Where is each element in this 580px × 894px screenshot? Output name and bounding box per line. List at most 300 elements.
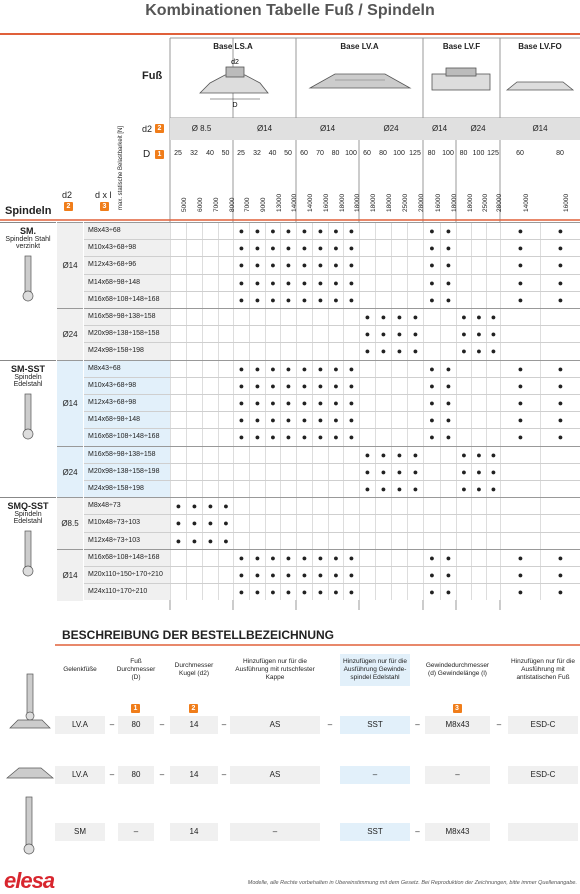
- matrix-cell: [540, 343, 580, 359]
- section-name: SM-SST: [10, 363, 45, 374]
- table-row: [84, 274, 580, 291]
- matrix-cell: [312, 464, 328, 480]
- matrix-cell: [391, 395, 407, 411]
- matrix-cell: [471, 515, 486, 531]
- row-label: M24x98÷158÷198: [88, 347, 144, 355]
- matrix-cell: ●: [407, 326, 423, 342]
- matrix-cell: ●: [440, 567, 456, 583]
- matrix-cell: ●: [375, 309, 391, 325]
- matrix-cell: [186, 412, 202, 428]
- matrix-cell: [233, 481, 249, 497]
- matrix-cell: [312, 481, 328, 497]
- matrix-cell: [265, 343, 280, 359]
- matrix-cell: [359, 275, 375, 291]
- matrix-cell: [359, 567, 375, 583]
- matrix-cell: [391, 550, 407, 566]
- matrix-cell: [296, 533, 312, 549]
- matrix-cell: [440, 533, 456, 549]
- D-value: 100: [345, 150, 357, 157]
- matrix-cell: [265, 515, 280, 531]
- matrix-cell: ●: [312, 257, 328, 273]
- matrix-cell: ●: [265, 257, 280, 273]
- matrix-cell: [202, 429, 218, 445]
- matrix-cell: ●: [328, 412, 343, 428]
- load-value: 18000: [451, 193, 458, 212]
- matrix-cell: ●: [440, 429, 456, 445]
- matrix-cell: [359, 515, 375, 531]
- row-label: M8x43÷68: [88, 364, 121, 372]
- order-cell: [508, 823, 578, 841]
- matrix-cell: ●: [280, 378, 296, 394]
- matrix-cell: [391, 292, 407, 308]
- table-row: [84, 411, 580, 428]
- matrix-cell: [328, 515, 343, 531]
- section-label: [0, 497, 56, 601]
- matrix-cell: [407, 361, 423, 377]
- matrix-cell: ●: [233, 223, 249, 239]
- badge-3: 3: [100, 202, 109, 211]
- matrix-cell: ●: [328, 584, 343, 600]
- matrix-cell: [265, 447, 280, 463]
- matrix-cell: [312, 533, 328, 549]
- load-label: max. statische Belastbarkeit [N]: [118, 125, 124, 210]
- load-value: 18000: [338, 193, 346, 212]
- matrix-cell: [328, 447, 343, 463]
- matrix-cell: ●: [233, 412, 249, 428]
- matrix-cell: [249, 498, 265, 514]
- badge-2: 2: [155, 124, 164, 133]
- row-label: M8x48÷73: [88, 502, 121, 510]
- spindle-image: [8, 254, 48, 304]
- matrix-cell: ●: [440, 378, 456, 394]
- matrix-cell: ●: [440, 550, 456, 566]
- row-label: M16x68÷108÷148÷168: [88, 295, 160, 303]
- matrix-cell: [359, 240, 375, 256]
- d2-val-6: Ø14: [532, 124, 548, 133]
- matrix-cell: ●: [265, 395, 280, 411]
- matrix-cell: [233, 326, 249, 342]
- footer-note: Modelle, alle Rechte vorbehalten in Übereinstimmung mit dem Gesetz. Bei Reproduktion der Zeichnungen, bitte immer Quellenangabe.: [247, 880, 577, 886]
- matrix-cell: [407, 275, 423, 291]
- matrix-cell: [456, 257, 471, 273]
- order-cell: [410, 766, 425, 784]
- combination-table: [0, 222, 580, 610]
- matrix-cell: ●: [233, 292, 249, 308]
- matrix-cell: [391, 515, 407, 531]
- matrix-cell: ●: [296, 412, 312, 428]
- matrix-cell: [202, 326, 218, 342]
- matrix-cell: [343, 343, 359, 359]
- matrix-cell: [500, 515, 540, 531]
- D-value: 25: [237, 150, 245, 157]
- D-value: 50: [221, 150, 230, 157]
- matrix-cell: [359, 378, 375, 394]
- matrix-cell: ●: [456, 481, 471, 497]
- matrix-cell: [233, 533, 249, 549]
- spindle-image: [8, 529, 48, 579]
- matrix-cell: [296, 447, 312, 463]
- matrix-cell: [456, 515, 471, 531]
- matrix-cell: ●: [440, 395, 456, 411]
- order-cell: SM: [55, 823, 105, 841]
- matrix-cell: ●: [328, 550, 343, 566]
- order-column-head: Hinzufügen nur für die Ausführung mit rutschfester Kappe: [230, 654, 320, 686]
- load-value: 9000: [260, 197, 267, 212]
- section-desc: Edelstahl: [13, 518, 43, 526]
- order-cell: LV.A: [55, 716, 105, 734]
- matrix-cell: [202, 395, 218, 411]
- matrix-cell: [440, 498, 456, 514]
- matrix-cell: ●: [280, 361, 296, 377]
- matrix-cell: [280, 498, 296, 514]
- D-value: 125: [487, 150, 499, 157]
- matrix-cell: ●: [343, 550, 359, 566]
- matrix-cell: ●: [328, 378, 343, 394]
- matrix-cell: [456, 584, 471, 600]
- matrix-cell: ●: [296, 584, 312, 600]
- matrix-cell: [407, 240, 423, 256]
- matrix-cell: [391, 240, 407, 256]
- matrix-cell: [471, 361, 486, 377]
- matrix-cell: ●: [233, 429, 249, 445]
- matrix-cell: ●: [359, 447, 375, 463]
- matrix-cell: [423, 498, 440, 514]
- matrix-cell: [423, 515, 440, 531]
- matrix-cell: ●: [312, 240, 328, 256]
- matrix-cell: [486, 498, 500, 514]
- row-label: M16x58÷98÷138÷158: [88, 450, 156, 458]
- matrix-cell: ●: [540, 550, 580, 566]
- matrix-cell: ●: [391, 447, 407, 463]
- matrix-cell: ●: [265, 567, 280, 583]
- matrix-cell: ●: [540, 378, 580, 394]
- group-lv-f: Base LV.F: [442, 42, 481, 51]
- matrix-cell: [218, 378, 233, 394]
- order-cell: 14: [170, 823, 218, 841]
- matrix-cell: [218, 464, 233, 480]
- matrix-cell: [186, 447, 202, 463]
- table-row: [84, 463, 580, 480]
- product-image-1: [8, 672, 53, 732]
- matrix-cell: [423, 309, 440, 325]
- matrix-cell: [471, 584, 486, 600]
- matrix-cell: [170, 447, 186, 463]
- dxl-col-label: d x l: [95, 190, 112, 200]
- matrix-cell: ●: [359, 481, 375, 497]
- load-value: 14000: [291, 193, 298, 212]
- D-label: D: [143, 149, 151, 160]
- matrix-cell: [375, 515, 391, 531]
- matrix-cell: ●: [423, 429, 440, 445]
- matrix-cell: [500, 309, 540, 325]
- matrix-cell: [218, 292, 233, 308]
- matrix-cell: [423, 464, 440, 480]
- matrix-cell: ●: [265, 223, 280, 239]
- D-header-row: [0, 145, 580, 165]
- matrix-cell: [375, 378, 391, 394]
- matrix-cell: ●: [328, 429, 343, 445]
- fuss-label: Fuß: [142, 70, 163, 82]
- matrix-cell: ●: [249, 412, 265, 428]
- matrix-cell: ●: [500, 361, 540, 377]
- matrix-cell: ●: [500, 292, 540, 308]
- matrix-cell: [500, 464, 540, 480]
- load-value: 5000: [181, 197, 188, 212]
- D-value: 80: [379, 150, 387, 157]
- matrix-cell: [456, 361, 471, 377]
- matrix-cell: ●: [540, 223, 580, 239]
- D-value: 100: [442, 150, 454, 157]
- matrix-cell: [280, 326, 296, 342]
- matrix-cell: [375, 257, 391, 273]
- matrix-cell: [456, 292, 471, 308]
- matrix-cell: [375, 240, 391, 256]
- matrix-cell: [202, 550, 218, 566]
- matrix-cell: [218, 343, 233, 359]
- matrix-cell: [218, 550, 233, 566]
- matrix-cell: [296, 464, 312, 480]
- table-row: [84, 342, 580, 359]
- order-column-head: Hinzufügen nur für die Ausführung Gewinde-spindel Edelstahl: [340, 654, 410, 686]
- load-value: 16000: [323, 193, 330, 212]
- matrix-cell: ●: [233, 361, 249, 377]
- matrix-cell: [186, 343, 202, 359]
- matrix-cell: [202, 378, 218, 394]
- matrix-cell: ●: [202, 515, 218, 531]
- group-lv-fo: Base LV.FO: [518, 42, 562, 51]
- matrix-cell: [202, 412, 218, 428]
- matrix-cell: [202, 447, 218, 463]
- matrix-cell: [471, 567, 486, 583]
- matrix-cell: [218, 275, 233, 291]
- matrix-cell: [170, 395, 186, 411]
- d2-group-label: Ø24: [57, 446, 83, 499]
- matrix-cell: ●: [423, 378, 440, 394]
- matrix-cell: [391, 257, 407, 273]
- matrix-cell: [296, 498, 312, 514]
- section-desc: Spindeln: [14, 511, 42, 519]
- matrix-cell: ●: [312, 223, 328, 239]
- matrix-cell: [375, 498, 391, 514]
- order-cell: [490, 823, 508, 841]
- matrix-cell: [296, 515, 312, 531]
- matrix-cell: ●: [456, 464, 471, 480]
- matrix-cell: [359, 395, 375, 411]
- matrix-cell: [170, 343, 186, 359]
- matrix-cell: [359, 550, 375, 566]
- d2-label: d2: [142, 124, 153, 134]
- matrix-cell: [186, 223, 202, 239]
- matrix-cell: ●: [343, 412, 359, 428]
- matrix-cell: ●: [233, 567, 249, 583]
- matrix-cell: [170, 429, 186, 445]
- matrix-cell: ●: [486, 447, 500, 463]
- matrix-cell: ●: [265, 412, 280, 428]
- matrix-cell: ●: [423, 550, 440, 566]
- d2-val-1: Ø14: [256, 124, 273, 133]
- matrix-cell: ●: [265, 584, 280, 600]
- section-label: [0, 222, 56, 361]
- load-value: 25000: [481, 193, 489, 212]
- matrix-cell: [456, 240, 471, 256]
- matrix-cell: ●: [218, 515, 233, 531]
- D-value: 60: [363, 150, 371, 157]
- d2-val-5: Ø24: [470, 124, 486, 133]
- matrix-cell: [249, 533, 265, 549]
- matrix-cell: [265, 498, 280, 514]
- matrix-cell: [486, 292, 500, 308]
- matrix-cell: [456, 550, 471, 566]
- matrix-cell: [170, 378, 186, 394]
- load-value: 16000: [563, 193, 570, 212]
- matrix-cell: [343, 533, 359, 549]
- matrix-cell: ●: [391, 343, 407, 359]
- matrix-cell: [423, 447, 440, 463]
- matrix-cell: [343, 326, 359, 342]
- matrix-cell: ●: [456, 309, 471, 325]
- matrix-cell: ●: [233, 257, 249, 273]
- matrix-cell: ●: [312, 429, 328, 445]
- matrix-cell: [407, 429, 423, 445]
- matrix-cell: [280, 481, 296, 497]
- matrix-cell: [265, 481, 280, 497]
- matrix-cell: ●: [280, 240, 296, 256]
- matrix-cell: ●: [343, 378, 359, 394]
- matrix-cell: ●: [423, 567, 440, 583]
- matrix-cell: [486, 361, 500, 377]
- row-label: M10x43÷68÷98: [88, 381, 137, 389]
- matrix-cell: [186, 429, 202, 445]
- matrix-cell: ●: [312, 378, 328, 394]
- matrix-cell: [500, 533, 540, 549]
- section-desc: Edelstahl: [13, 380, 43, 388]
- matrix-cell: ●: [500, 257, 540, 273]
- matrix-cell: ●: [202, 498, 218, 514]
- order-cell: LV.A: [55, 766, 105, 784]
- matrix-cell: [540, 464, 580, 480]
- D-value: 100: [472, 150, 485, 157]
- matrix-cell: ●: [296, 550, 312, 566]
- matrix-cell: ●: [343, 429, 359, 445]
- matrix-cell: ●: [423, 395, 440, 411]
- order-cell: [106, 823, 118, 841]
- matrix-cell: [186, 292, 202, 308]
- matrix-cell: ●: [296, 223, 312, 239]
- row-label: M8x43÷68: [88, 227, 121, 234]
- matrix-cell: [486, 395, 500, 411]
- matrix-cell: ●: [471, 343, 486, 359]
- matrix-cell: ●: [486, 309, 500, 325]
- row-label: M14x68÷98÷148: [88, 416, 141, 424]
- load-value: 25000: [402, 193, 409, 212]
- order-cell: [320, 823, 340, 841]
- matrix-cell: ●: [423, 275, 440, 291]
- matrix-cell: [471, 292, 486, 308]
- matrix-cell: [170, 412, 186, 428]
- load-value: 14000: [307, 193, 314, 212]
- matrix-cell: ●: [249, 550, 265, 566]
- matrix-cell: [471, 275, 486, 291]
- matrix-cell: [375, 412, 391, 428]
- matrix-cell: [343, 447, 359, 463]
- matrix-cell: ●: [280, 257, 296, 273]
- load-value: 18000: [386, 193, 393, 212]
- order-cell: –: [340, 766, 410, 784]
- row-label: M10x43÷68÷98: [88, 244, 137, 252]
- matrix-cell: [375, 429, 391, 445]
- matrix-cell: ●: [328, 223, 343, 239]
- base-ls-a-image: [190, 55, 280, 110]
- matrix-cell: [249, 481, 265, 497]
- matrix-cell: ●: [500, 275, 540, 291]
- matrix-cell: [280, 533, 296, 549]
- D-value: 50: [284, 150, 292, 157]
- matrix-cell: [456, 412, 471, 428]
- matrix-cell: ●: [359, 464, 375, 480]
- matrix-cell: [486, 223, 500, 239]
- matrix-cell: [186, 257, 202, 273]
- matrix-cell: ●: [359, 309, 375, 325]
- section-desc: Spindeln: [14, 373, 42, 381]
- matrix-cell: [359, 498, 375, 514]
- matrix-cell: ●: [249, 567, 265, 583]
- order-cell: –: [118, 823, 154, 841]
- matrix-cell: [500, 326, 540, 342]
- section-label: [0, 360, 56, 499]
- matrix-cell: ●: [540, 429, 580, 445]
- matrix-cell: ●: [440, 584, 456, 600]
- matrix-cell: [202, 361, 218, 377]
- load-value: 18000: [354, 193, 361, 212]
- spindeln-label: Spindeln: [5, 205, 52, 217]
- order-cell: –: [221, 770, 227, 779]
- matrix-cell: ●: [328, 240, 343, 256]
- matrix-cell: ●: [312, 292, 328, 308]
- matrix-cell: ●: [500, 240, 540, 256]
- badge-1: 1: [155, 150, 164, 159]
- matrix-cell: [202, 309, 218, 325]
- matrix-cell: ●: [249, 429, 265, 445]
- matrix-cell: ●: [170, 533, 186, 549]
- matrix-cell: [440, 309, 456, 325]
- matrix-cell: [486, 240, 500, 256]
- matrix-cell: [486, 515, 500, 531]
- matrix-cell: ●: [233, 395, 249, 411]
- order-column-head: Gewindedurchmesser (d) Gewindelänge (l): [425, 654, 490, 686]
- order-cell: [320, 766, 340, 784]
- matrix-cell: [249, 464, 265, 480]
- matrix-cell: [486, 257, 500, 273]
- table-row: [84, 428, 580, 445]
- matrix-cell: [328, 464, 343, 480]
- section-desc: Spindeln Stahl: [5, 236, 51, 243]
- matrix-cell: [359, 584, 375, 600]
- matrix-cell: [202, 584, 218, 600]
- row-label: M14x68÷98÷148: [88, 278, 141, 286]
- d2-group-label: Ø14: [57, 222, 83, 309]
- D-value: 32: [190, 150, 198, 157]
- img-d2-label: d2: [231, 59, 239, 66]
- matrix-cell: [328, 326, 343, 342]
- matrix-cell: ●: [486, 343, 500, 359]
- matrix-cell: [186, 361, 202, 377]
- matrix-cell: [391, 412, 407, 428]
- matrix-cell: ●: [328, 395, 343, 411]
- row-label: M16x68÷108÷148÷168: [88, 433, 160, 441]
- matrix-cell: [540, 481, 580, 497]
- d2-header-row: [0, 118, 580, 140]
- table-row: [84, 394, 580, 411]
